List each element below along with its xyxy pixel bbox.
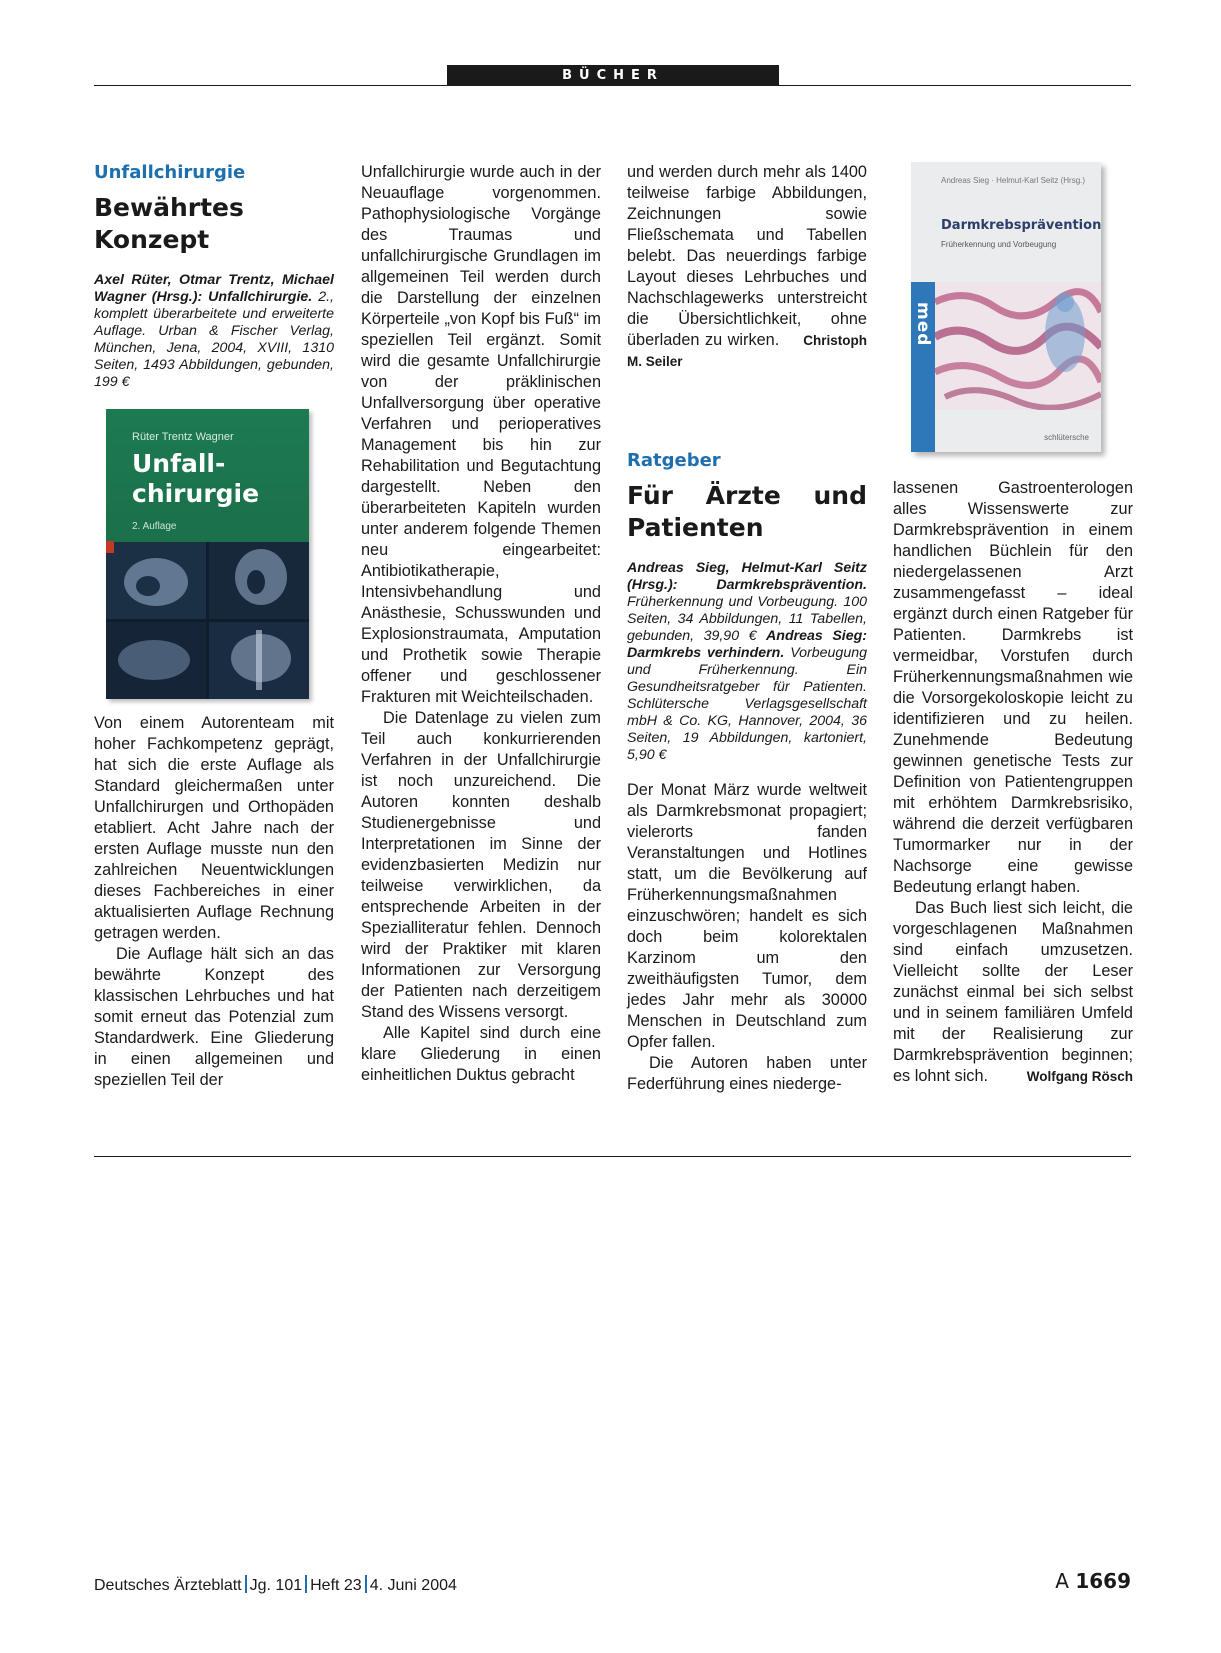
review-2-paragraph-2: Die Autoren haben unter Federführung eines niederge- (627, 1054, 867, 1093)
cover-2-authors: Andreas Sieg · Helmut-Karl Seitz (Hrsg.) (941, 176, 1086, 185)
review-2-paragraph-1: Der Monat März wurde weltweit als Darmkrebsmonat propagiert; vielerorts fanden Veranstaltungen und Hotlines statt, um die Bevölkerung auf Früherkennungsmaßnahmen einzuschwören; handelt es sich doch beim kolorektalen Karzinom um den zweithäufigsten Tumor, dem jedes Jahr mehr als 30000 Menschen in Deutschland zum Opfer fallen. (627, 781, 867, 1051)
review-1-paragraph-6: und werden durch mehr als 1400 teilweise farbige Abbildungen, Zeichnungen sowie Fließschemata und Tabellen belebt. Das neuerdings farbige Layout dieses Lehrbuches und Nachschlagewerks unterstreicht die Übersichtlichkeit, ohne überladen zu wirken. Christoph M. Seiler (627, 163, 867, 369)
rubric-ratgeber: Ratgeber (627, 450, 721, 471)
xray-images (106, 542, 309, 699)
review-1-paragraph-4: Die Datenlage zu vielen zum Teil auch konkurrierenden Verfahren in der Unfallchirurgie ist noch unzureichend. Die Autoren konnten deshalb Studienergebnisse und Interpretationen im Sinne der evidenzbasierten Medizin nur teilweise verwirklichen, da entsprechende Arbeiten in der Spezialliteratur fehlen. Dennoch wird der Praktiker mit klaren Informationen zur Versorgung der Patienten nach derzeitigem Stand des Wissens versorgt. (361, 709, 601, 1021)
footer-citation (94, 1575, 457, 1595)
separator (365, 1575, 367, 1593)
review-1-paragraph-1: Von einem Autorenteam mit hoher Fachkompetenz geprägt, hat sich die erste Auflage als Standard gleichermaßen unter Unfallchirurgen und Orthopäden etabliert. Acht Jahre nach der ersten Auflage musste nun den zahlreichen Neuentwicklungen dieses Fachbereiches in einer aktualisierten Auflage Rechnung getragen werden. (94, 714, 334, 942)
histology-image (935, 282, 1101, 410)
review-2-paragraph-3: lassenen Gastroenterologen alles Wissenswerte zur Darmkrebsprävention in einem handlichen Büchlein für den niedergelassenen Arzt zusammengefasst – ideal ergänzt durch einen Ratgeber für Patienten. Darmkrebs ist vermeidbar, Vorstufen durch Früherkennungsmaßnahmen wie die Vorsorgekoloskopie leicht zu identifizieren und zu heilen. Zunehmende Bedeutung gewinnen genetische Tests zur Definition von Patientengruppen mit erhöhtem Darmkrebsrisiko, während die derzeit verfügbaren Tumormarker nur in der Nachsorge eine gewisse Bedeutung erlangt haben. (893, 479, 1133, 896)
cover-2-publisher: schlütersche (1044, 433, 1089, 442)
review-1-paragraph-5: Alle Kapitel sind durch eine klare Gliederung in einen einheitlichen Duktus gebracht (361, 1024, 601, 1084)
issue-date: 4. Juni 2004 (369, 1577, 457, 1594)
review-2-paragraph-4: Das Buch liest sich leicht, die vorgeschlagenen Maßnahmen sind einfach umzusetzen. Vielleicht sollte der Leser zunächst einmal bei sich selbst und in seinem familiären Umfeld mit der Realisierung zur Darmkrebsprävention beginnen; es lohnt sich. Wolfgang Rösch (893, 899, 1133, 1085)
page-number: A 1669 (1055, 1569, 1131, 1593)
separator (305, 1575, 307, 1593)
biblio-1-authors: Axel Rüter, Otmar Trentz, Michael Wagner (Hrsg.): Unfallchirurgie. (94, 272, 334, 305)
column-1 (94, 162, 334, 1091)
top-rule (94, 85, 1131, 86)
biblio-1-details: 2., komplett überarbeitete und erweiterte Auflage. Urban & Fischer Verlag, München, Jena, 2004, XVIII, 1310 Seiten, 1493 Abbildungen, gebunden, 199 € (94, 289, 334, 390)
separator (245, 1575, 247, 1593)
column-3 (627, 162, 867, 1095)
issue: Heft 23 (310, 1577, 362, 1594)
biblio-2b-authors: Andreas Sieg: Darmkrebs verhindern. (627, 628, 868, 661)
headline-2: Für Ärzte und Patienten (627, 481, 867, 542)
volume: Jg. 101 (249, 1577, 303, 1594)
column-4 (893, 478, 1133, 1087)
cover-2-subtitle: Früherkennung und Vorbeugung (941, 240, 1057, 249)
reviewer-2: Wolfgang Rösch (1026, 1069, 1133, 1084)
section-header: BÜCHER (447, 65, 779, 86)
bottom-rule (94, 1156, 1131, 1157)
review-1-paragraph-3: Unfallchirurgie wurde auch in der Neuauflage vorgenommen. Pathophysiologische Vorgänge des Traumas und unfallchirurgische Grundlagen im allgemeinen Teil werden durch die Darstellung der einzelnen Körperteile „von Kopf bis Fuß“ im speziellen Teil ergänzt. Somit wird die gesamte Unfallchirurgie von der präklinischen Unfallversorgung über operative Verfahren und perioperatives Management bis hin zur Rehabilitation und Begutachtung dargestellt. Neben den überarbeiteten Kapiteln wurden unter anderem folgende Themen neu eingearbeitet: Antibiotikatherapie, Intensivbehandlung und Anästhesie, Schusswunden und Explosionstraumata, Amputation und Prothetik sowie Therapie offener und geschlossener Frakturen mit Weichteilschaden. (361, 163, 601, 706)
book-cover-unfallchirurgie (106, 409, 309, 699)
rubric-unfallchirurgie: Unfallchirurgie (94, 162, 246, 183)
cover-2-title: Darmkrebsprävention (941, 218, 1101, 233)
bibliography-2 (627, 560, 867, 764)
biblio-2b-details: Vorbeugung und Früherkennung. Ein Gesundheitsratgeber für Patienten. Schlütersche Verlagsgesellschaft mbH & Co. KG, Hannover, 2004, 36 Seiten, 19 Abbildungen, kartoniert, 5,90 € (627, 645, 867, 763)
column-2 (361, 162, 601, 1086)
review-1-paragraph-2: Die Auflage hält sich an das bewährte Konzept des klassischen Lehrbuches und hat somit erneut das Potenzial zum Standardwerk. Eine Gliederung in einen allgemeinen und speziellen Teil der (94, 945, 334, 1089)
book-cover-darmkrebspraevention (911, 162, 1101, 452)
reviewer-1: Christoph M. Seiler (627, 333, 867, 369)
cover-1-edition: 2. Auflage (132, 521, 177, 532)
headline-1: Bewährtes Konzept (94, 193, 244, 254)
biblio-2a-authors: Andreas Sieg, Helmut-Karl Seitz (Hrsg.): Darmkrebsprävention. (627, 560, 867, 593)
biblio-2a-details: Früherkennung und Vorbeugung. 100 Seiten, 34 Abbildungen, 11 Tabellen, gebunden, 39,90 € (627, 594, 867, 644)
journal-name: Deutsches Ärzteblatt (94, 1577, 242, 1594)
cover-1-authors: Rüter Trentz Wagner (132, 431, 234, 443)
cover-1-title: Unfall- chirurgie (132, 449, 260, 508)
bibliography-1 (94, 272, 334, 391)
cover-2-side-label: med (913, 302, 933, 347)
cover-1-accent (106, 541, 114, 553)
